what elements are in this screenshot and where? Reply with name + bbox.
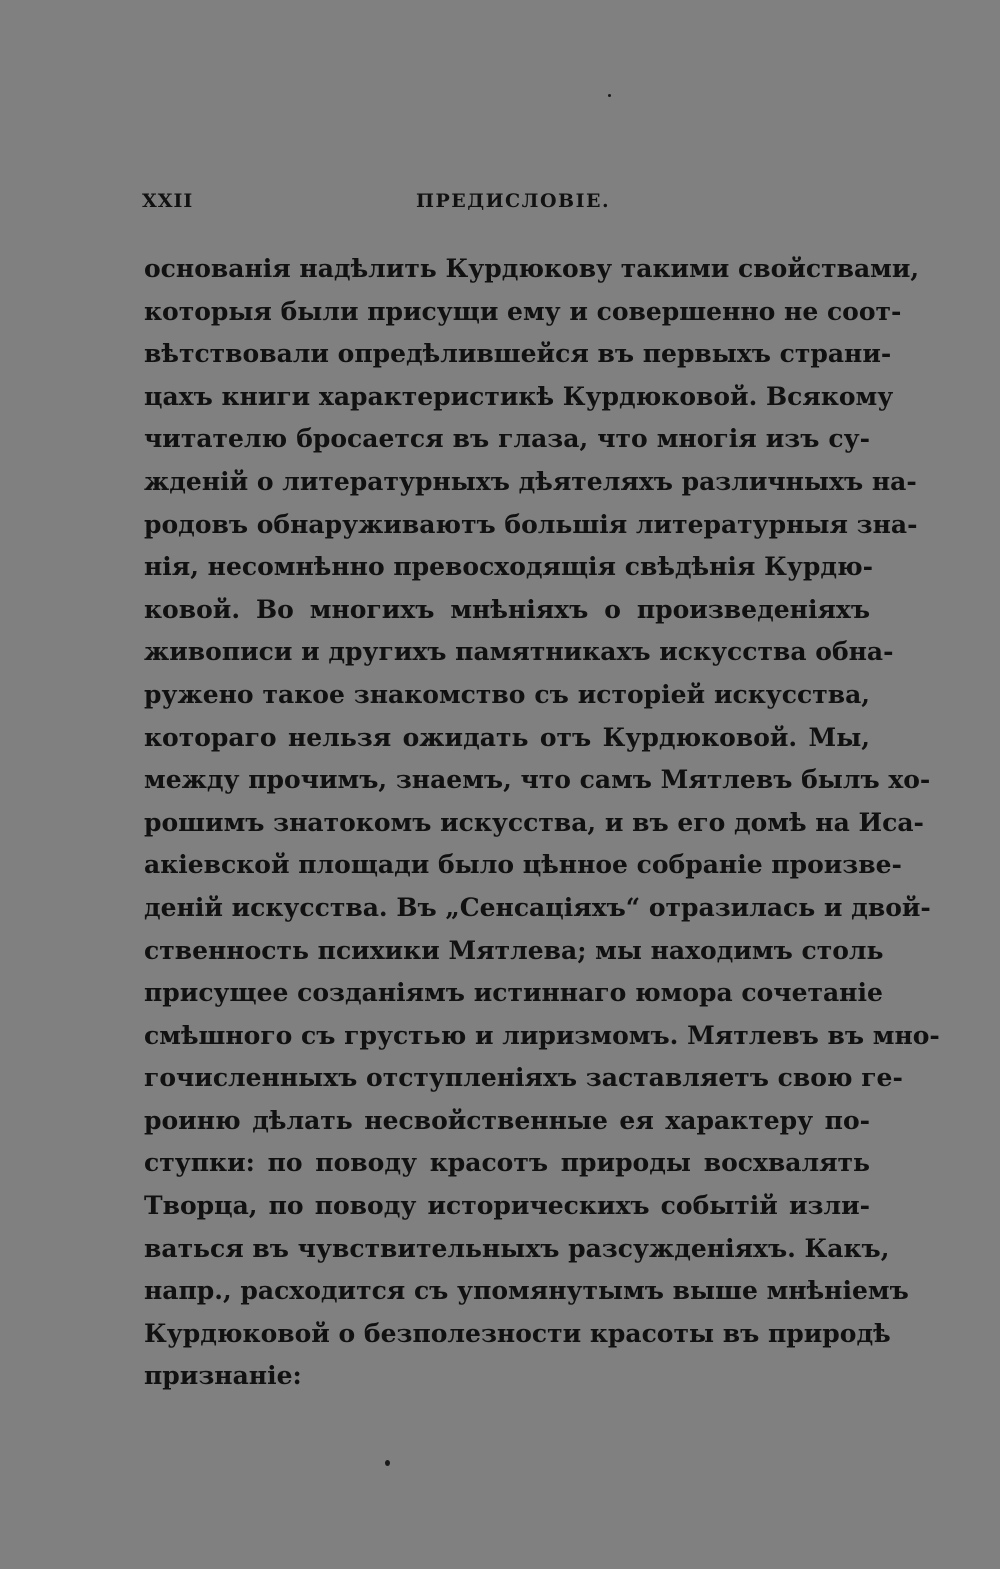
text-line: основанiя надѣлить Курдюкову такими свойствами, [144,254,920,283]
text-line: Творца, по поводу историческихъ событiй изли- [144,1191,870,1221]
text-line: признанiе: [144,1361,302,1391]
text-line: ственность психики Мятлева; мы находимъ столь [144,935,884,965]
text-line: родовъ обнаруживаютъ большiя литературныя зна- [144,509,918,539]
text-line: вѣтствовали опредѣлившейся въ первыхъ страни- [144,339,892,369]
body-text [144,248,940,1398]
text-line: рошимъ знатокомъ искусства, и въ его домѣ на Иса- [144,807,924,837]
text-line: которыя были присущи ему и совершенно не соот- [144,296,902,326]
text-line: акiевской площади было цѣнное собранiе произве- [144,850,902,880]
text-line: ступки: по поводу красотъ природы восхвалять [144,1148,870,1178]
scan-speck [385,1460,390,1466]
text-line: роиню дѣлать несвойственные ея характеру по- [144,1105,870,1135]
text-line: между прочимъ, знаемъ, что самъ Мятлевъ былъ хо- [144,765,931,795]
text-line: смѣшного съ грустью и лиризмомъ. Мятлевъ въ мно- [144,1020,940,1050]
text-line: ваться въ чувствительныхъ разсужденiяхъ. Какъ, [144,1233,890,1263]
text-line: ковой. Во многихъ мнѣнiяхъ о произведенiяхъ [144,594,870,624]
text-line: читателю бросается въ глаза, что многiя изъ су- [144,424,870,454]
text-line: жденiй о литературныхъ дѣятеляхъ различныхъ на- [144,466,917,496]
text-line: цахъ книги характеристикѣ Курдюковой. Всякому [144,381,894,411]
text-line: Курдюковой о безполезности красоты въ природѣ [144,1318,891,1348]
running-title: ПРЕДИСЛОВIЕ. [416,190,611,212]
text-line: присущее созданiямъ истиннаго юмора сочетанiе [144,978,883,1008]
text-line: нiя, несомнѣнно превосходящiя свѣдѣнiя Курдю- [144,552,874,582]
text-line: котораго нельзя ожидать отъ Курдюковой. Мы, [144,722,870,752]
text-line: денiй искусства. Въ „Сенсацiяхъ“ отразилась и двой- [144,892,931,922]
text-line: живописи и другихъ памятникахъ искусства обна- [144,637,894,667]
scan-speck [608,94,611,97]
page-number: XXII [142,190,194,212]
text-line: ружено такое знакомство съ исторiей искусства, [144,679,870,709]
text-line: гочисленныхъ отступленiяхъ заставляетъ свою ге- [144,1063,903,1093]
text-line: напр., расходится съ упомянутымъ выше мнѣнiемъ [144,1276,909,1306]
